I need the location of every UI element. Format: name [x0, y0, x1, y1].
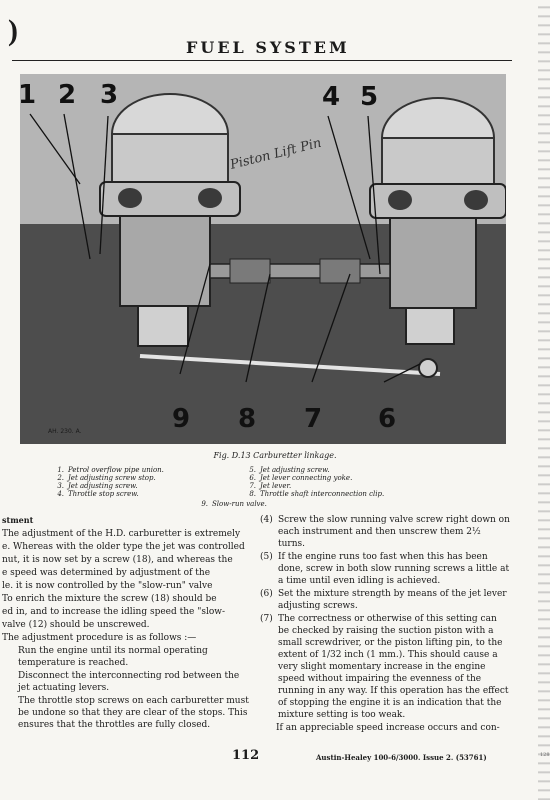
- step-number: (5): [260, 552, 273, 562]
- callout-label: 9: [172, 404, 191, 434]
- step-text: The correctness or otherwise of this setting can be checked by raising the suction piston with a small screwdriver, or the piston lifting pin, to the extent of 1/32 inch (1 mm.). This should cause a very slight momentary increase in the engine speed without impairing the evenness of the running in any way. If this operation has the effect of stopping the engine it is an indication that the mixture setting is too weak.: [278, 614, 509, 720]
- left-column: [2, 514, 252, 732]
- photo-reference: AH. 230. A.: [48, 428, 82, 435]
- step-number: (6): [260, 589, 273, 599]
- legend-item: 2. Jet adjusting screw stop.: [57, 474, 156, 482]
- legend-item: 1. Petrol overflow pipe union.: [57, 466, 164, 474]
- callout-label: 3: [100, 80, 119, 110]
- body-line: If an appreciable speed increase occurs and con-: [276, 723, 500, 733]
- callout-label: 7: [304, 404, 323, 434]
- step-text: Set the mixture strength by means of the jet lever adjusting screws.: [278, 589, 507, 611]
- body-line: nut, it is now set by a screw (18), and whereas the: [2, 555, 233, 565]
- step-number: (7): [260, 614, 273, 624]
- footer-model: Austin-Healey 100-6/3000. Issue 2. (53761): [316, 753, 487, 762]
- carburetter-illustration: [20, 74, 506, 444]
- body-line: e. Whereas with the older type the jet was controlled: [2, 542, 245, 552]
- page-header: FUEL SYSTEM: [186, 38, 350, 57]
- section-heading: stment: [2, 515, 34, 525]
- edge-mark: 128: [540, 752, 550, 758]
- header-rule: [12, 60, 512, 61]
- step-text: If the engine runs too fast when this has been done, screw in both slow running screws a little at a time until even idling is achieved.: [278, 552, 510, 586]
- legend-item: 4. Throttle stop screw.: [57, 490, 139, 498]
- legend-right: [242, 466, 384, 498]
- body-line: The adjustment procedure is as follows :—: [2, 633, 197, 643]
- callout-label: 2: [58, 80, 77, 110]
- callout-label: 5: [360, 82, 379, 112]
- right-column: [260, 514, 510, 735]
- legend-item: 5. Jet adjusting screw.: [249, 466, 330, 474]
- procedure-step: Disconnect the interconnecting rod between the jet actuating levers.: [18, 671, 240, 693]
- body-line: The adjustment of the H.D. carburetter is extremely: [2, 529, 241, 539]
- callout-label: 4: [322, 82, 341, 112]
- body-line: e speed was determined by adjustment of the: [2, 568, 211, 578]
- legend-item: 8. Throttle shaft interconnection clip.: [249, 490, 385, 498]
- step-number: (4): [260, 515, 273, 525]
- body-line: To enrich the mixture the screw (18) should be: [2, 594, 217, 604]
- numbered-step: [260, 588, 510, 612]
- figure-caption: Fig. D.13 Carburetter linkage.: [213, 451, 337, 460]
- legend-item: 3. Jet adjusting screw.: [57, 482, 138, 490]
- callout-label: 1: [18, 80, 37, 110]
- handwritten-note: Piston Lift Pin: [228, 135, 323, 173]
- corner-mark: ): [8, 14, 18, 47]
- procedure-step: The throttle stop screws on each carburetter must be undone so that they are clear of the stops. This ensures that the throttles are fully closed.: [18, 696, 249, 730]
- body-line: ed in, and to increase the idling speed the "slow-: [2, 607, 226, 617]
- legend-bottom: 9. Slow-run valve.: [201, 500, 267, 508]
- carburetter-photo: [20, 74, 506, 444]
- numbered-step: [260, 514, 510, 550]
- callout-label: 8: [238, 404, 257, 434]
- step-text: Screw the slow running valve screw right down on each instrument and then unscrew them 2½ turns.: [278, 515, 510, 549]
- legend-left: [50, 466, 164, 498]
- body-line: valve (12) should be unscrewed.: [2, 620, 150, 630]
- callout-label: 6: [378, 404, 397, 434]
- legend-item: 7. Jet lever.: [249, 482, 292, 490]
- legend-item: 6. Jet lever connecting yoke.: [249, 474, 353, 482]
- body-line: le. it is now controlled by the "slow-run" valve: [2, 581, 213, 591]
- numbered-step: [260, 551, 510, 587]
- binding-edge: [538, 0, 550, 800]
- numbered-step: [260, 613, 510, 721]
- procedure-step: Run the engine until its normal operating temperature is reached.: [18, 646, 208, 668]
- page-number: 112: [232, 748, 260, 763]
